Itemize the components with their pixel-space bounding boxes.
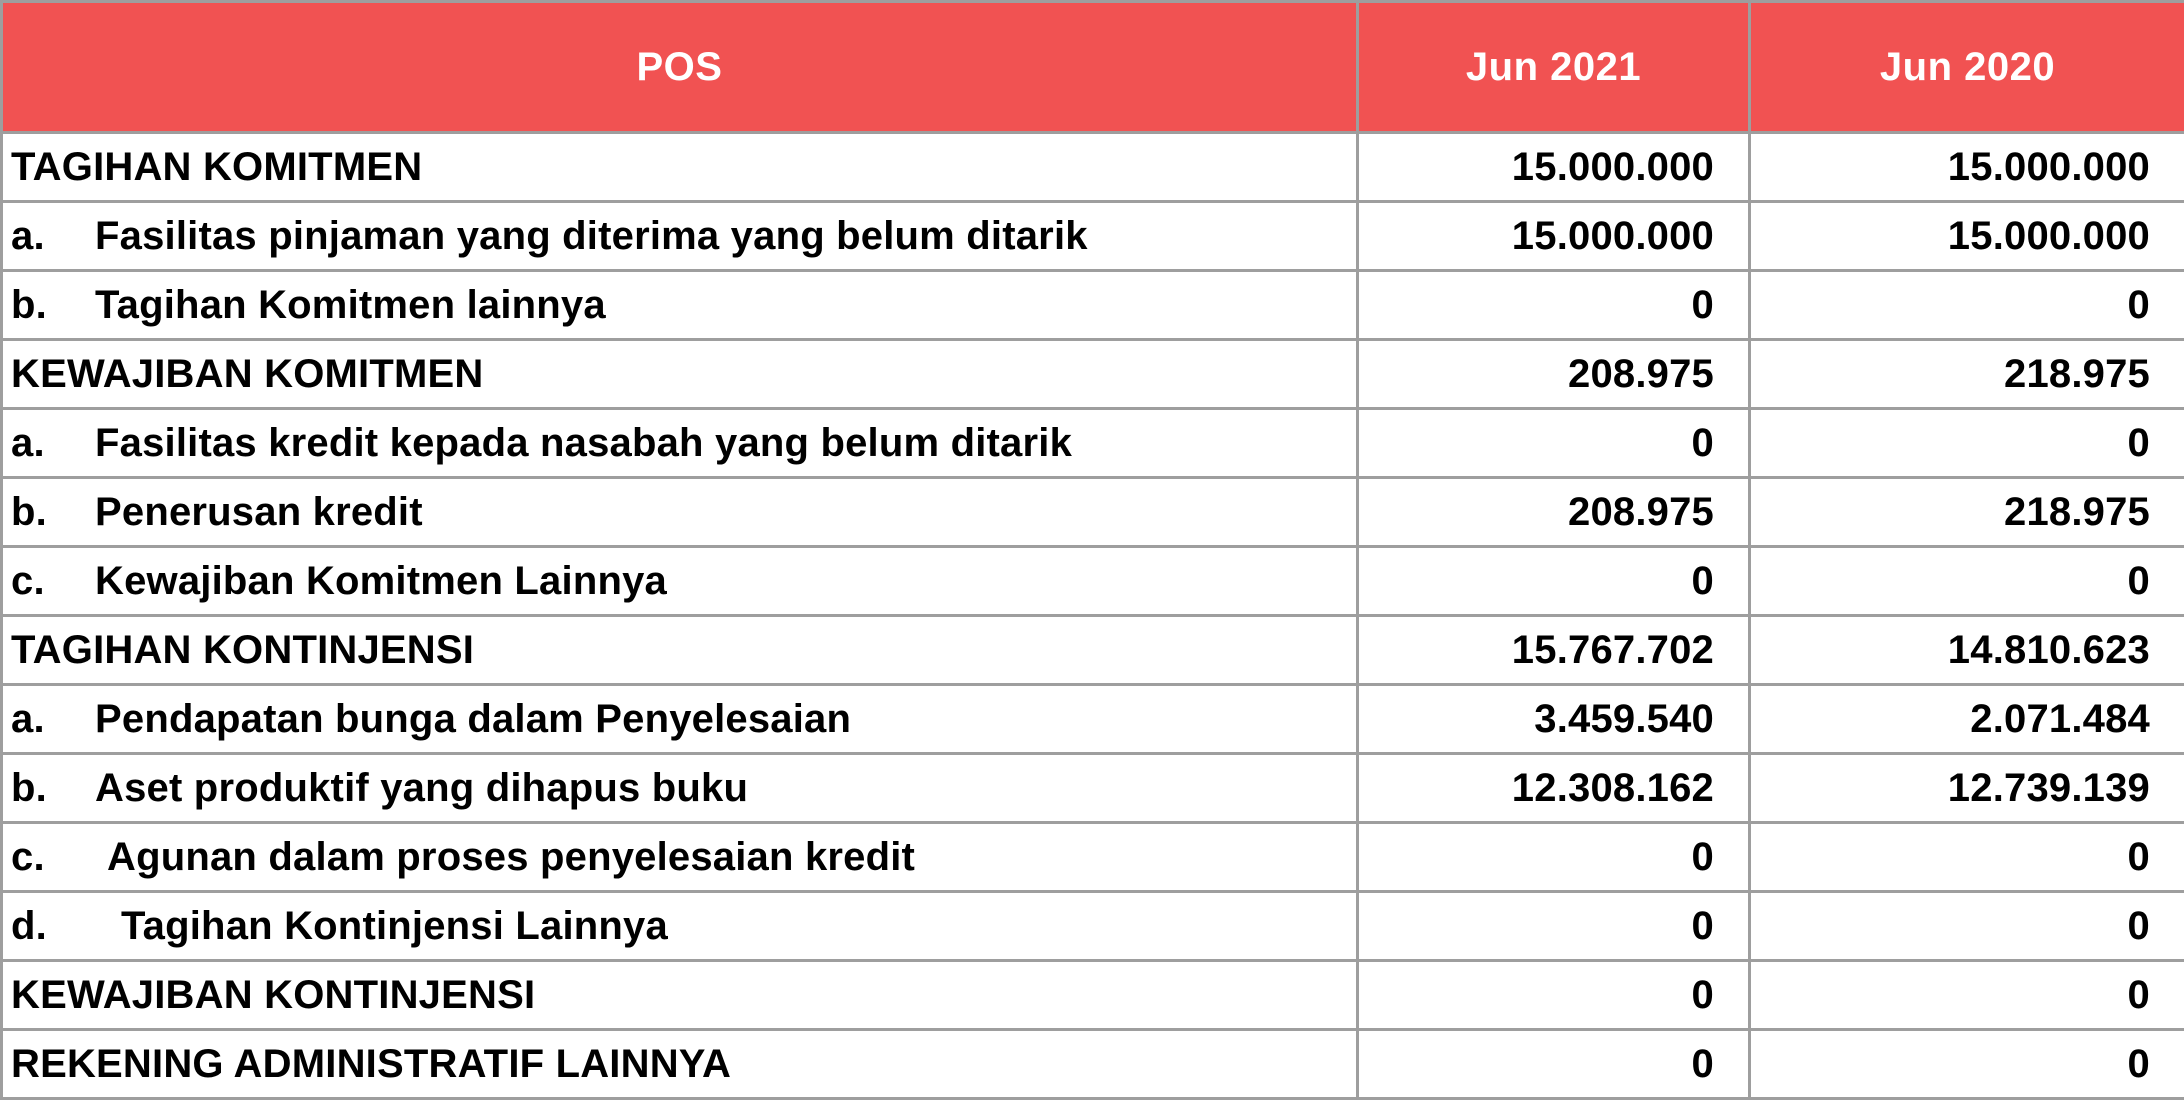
header-pos: POS bbox=[2, 2, 1358, 133]
cell-jun-2021: 15.767.702 bbox=[1358, 616, 1750, 685]
row-label-cell bbox=[2, 478, 1358, 547]
cell-jun-2020: 14.810.623 bbox=[1750, 616, 2184, 685]
row-prefix: a. bbox=[11, 421, 95, 466]
table-row bbox=[2, 892, 2184, 961]
table-header-row bbox=[2, 2, 2184, 133]
table-row bbox=[2, 133, 2184, 202]
row-label-cell bbox=[2, 547, 1358, 616]
table-row bbox=[2, 271, 2184, 340]
row-prefix: a. bbox=[11, 697, 95, 742]
cell-jun-2021: 0 bbox=[1358, 823, 1750, 892]
row-label-cell bbox=[2, 340, 1358, 409]
cell-jun-2020: 218.975 bbox=[1750, 478, 2184, 547]
cell-jun-2020: 2.071.484 bbox=[1750, 685, 2184, 754]
cell-jun-2021: 12.308.162 bbox=[1358, 754, 1750, 823]
cell-jun-2021: 15.000.000 bbox=[1358, 202, 1750, 271]
cell-jun-2021: 0 bbox=[1358, 961, 1750, 1030]
row-label: KEWAJIBAN KOMITMEN bbox=[11, 352, 484, 396]
cell-jun-2020: 12.739.139 bbox=[1750, 754, 2184, 823]
table-row bbox=[2, 616, 2184, 685]
row-label-cell bbox=[2, 754, 1358, 823]
cell-jun-2021: 3.459.540 bbox=[1358, 685, 1750, 754]
row-label-cell bbox=[2, 823, 1358, 892]
row-label-cell bbox=[2, 685, 1358, 754]
cell-jun-2021: 0 bbox=[1358, 1030, 1750, 1099]
row-label-cell bbox=[2, 1030, 1358, 1099]
row-label: TAGIHAN KOMITMEN bbox=[11, 145, 422, 189]
row-label-cell bbox=[2, 409, 1358, 478]
cell-jun-2021: 15.000.000 bbox=[1358, 133, 1750, 202]
row-label: KEWAJIBAN KONTINJENSI bbox=[11, 973, 535, 1017]
cell-jun-2020: 0 bbox=[1750, 271, 2184, 340]
cell-jun-2021: 208.975 bbox=[1358, 340, 1750, 409]
row-label-cell bbox=[2, 271, 1358, 340]
table-row bbox=[2, 685, 2184, 754]
row-label: Pendapatan bunga dalam Penyelesaian bbox=[95, 697, 851, 741]
cell-jun-2021: 0 bbox=[1358, 547, 1750, 616]
row-prefix: c. bbox=[11, 835, 107, 880]
table-row bbox=[2, 961, 2184, 1030]
row-label: Fasilitas kredit kepada nasabah yang belum ditarik bbox=[95, 421, 1072, 465]
row-label: Tagihan Kontinjensi Lainnya bbox=[121, 904, 668, 948]
row-label: REKENING ADMINISTRATIF LAINNYA bbox=[11, 1042, 731, 1086]
row-label-cell bbox=[2, 961, 1358, 1030]
table-row bbox=[2, 478, 2184, 547]
cell-jun-2021: 0 bbox=[1358, 892, 1750, 961]
row-label: Penerusan kredit bbox=[95, 490, 423, 534]
cell-jun-2020: 0 bbox=[1750, 409, 2184, 478]
cell-jun-2020: 218.975 bbox=[1750, 340, 2184, 409]
cell-jun-2021: 208.975 bbox=[1358, 478, 1750, 547]
table-row bbox=[2, 409, 2184, 478]
row-label-cell bbox=[2, 892, 1358, 961]
row-prefix: b. bbox=[11, 766, 95, 811]
cell-jun-2021: 0 bbox=[1358, 409, 1750, 478]
row-label-cell bbox=[2, 202, 1358, 271]
row-prefix: d. bbox=[11, 904, 121, 949]
table-row bbox=[2, 340, 2184, 409]
row-label: Tagihan Komitmen lainnya bbox=[95, 283, 606, 327]
row-label: Agunan dalam proses penyelesaian kredit bbox=[107, 835, 915, 879]
table-row bbox=[2, 754, 2184, 823]
cell-jun-2021: 0 bbox=[1358, 271, 1750, 340]
row-label-cell bbox=[2, 616, 1358, 685]
table-body bbox=[2, 133, 2184, 1099]
cell-jun-2020: 0 bbox=[1750, 1030, 2184, 1099]
cell-jun-2020: 15.000.000 bbox=[1750, 133, 2184, 202]
cell-jun-2020: 15.000.000 bbox=[1750, 202, 2184, 271]
cell-jun-2020: 0 bbox=[1750, 547, 2184, 616]
row-prefix: a. bbox=[11, 214, 95, 259]
row-label: TAGIHAN KONTINJENSI bbox=[11, 628, 474, 672]
table-row bbox=[2, 823, 2184, 892]
cell-jun-2020: 0 bbox=[1750, 892, 2184, 961]
row-label-cell bbox=[2, 133, 1358, 202]
table-row bbox=[2, 547, 2184, 616]
row-prefix: c. bbox=[11, 559, 95, 604]
header-jun-2020: Jun 2020 bbox=[1750, 2, 2184, 133]
header-jun-2021: Jun 2021 bbox=[1358, 2, 1750, 133]
table-row bbox=[2, 202, 2184, 271]
row-prefix: b. bbox=[11, 283, 95, 328]
table-row bbox=[2, 1030, 2184, 1099]
row-label: Fasilitas pinjaman yang diterima yang belum ditarik bbox=[95, 214, 1088, 258]
cell-jun-2020: 0 bbox=[1750, 961, 2184, 1030]
row-label: Kewajiban Komitmen Lainnya bbox=[95, 559, 667, 603]
row-label: Aset produktif yang dihapus buku bbox=[95, 766, 748, 810]
cell-jun-2020: 0 bbox=[1750, 823, 2184, 892]
row-prefix: b. bbox=[11, 490, 95, 535]
